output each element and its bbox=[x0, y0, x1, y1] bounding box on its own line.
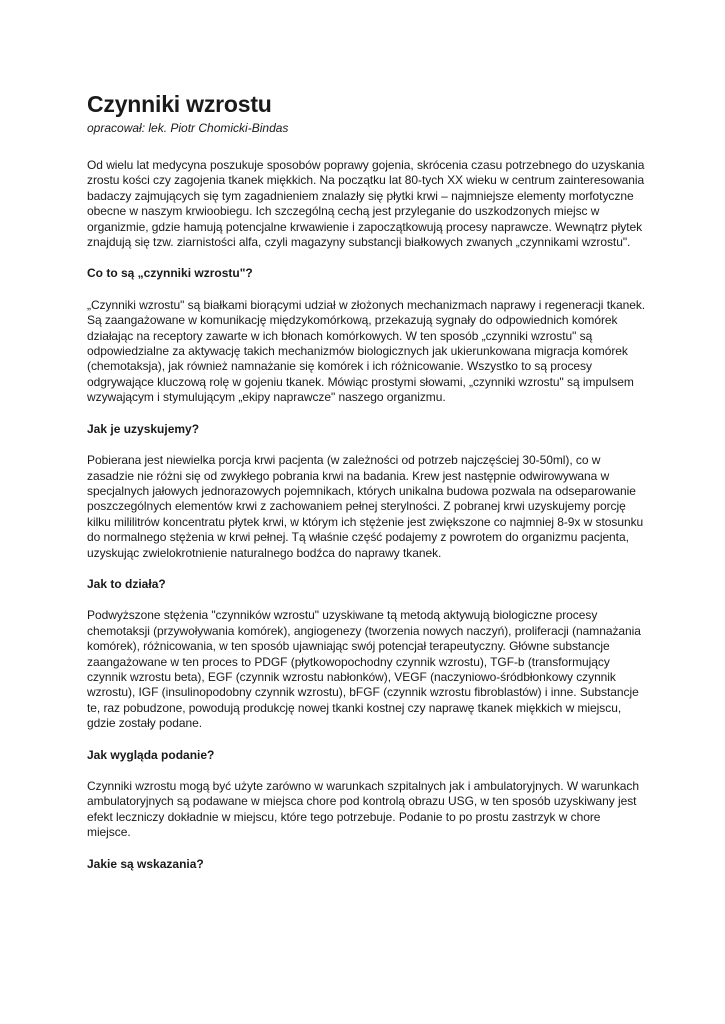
section-heading-indications: Jakie są wskazania? bbox=[87, 856, 204, 871]
section-heading-administration: Jak wygląda podanie? bbox=[87, 747, 215, 762]
section-heading-what-are: Co to są „czynniki wzrostu"? bbox=[87, 266, 253, 281]
document-page bbox=[87, 88, 647, 888]
section-heading-how-it-works: Jak to działa? bbox=[87, 576, 166, 591]
page-title: Czynniki wzrostu bbox=[87, 91, 272, 117]
section-paragraph-how-it-works: Podwyższone stężenia "czynników wzrostu" uzyskiwane tą metodą aktywują biologiczne procesy chemotaksji (przywoływania komórek), angiogenezy (tworzenia nowych naczyń), proliferacji (namnażania komórek), różnicowania, w ten sposób ujawniając swój potencjał terapeutyczny. Główne substancje zaangażowane w ten proces to PDGF (płytkowopochodny czynnik wzrostu), TGF-b (transformujący czynnik wzrostu beta), EGF (czynnik wzrostu nabłonków), VEGF (naczyniowo-śródbłonkowy czynnik wzrostu), IGF (insulinopodobny czynnik wzrostu), bFGF (czynnik wzrostu fibroblastów) i inne. Substancje te, raz pobudzone, powodują produkcję nowej tkanki kostnej czy naprawę tkanek miękkich w miejscu, gdzie zostały podane. bbox=[87, 608, 641, 731]
section-paragraph-how-obtained: Pobierana jest niewielka porcja krwi pacjenta (w zależności od potrzeb najczęściej 30-50ml), co w zasadzie nie różni się od zwykłego pobrania krwi na badania. Krew jest następnie odwirowywana w specjalnych jałowych jednorazowych pojemnikach, których unikalna budowa pozwala na odseparowanie poszczególnych elementów krwi z zachowaniem pełnej sterylności. Z pobranej krwi uzyskujemy porcję kilku mililitrów koncentratu płytek krwi, w którym ich stężenie jest zwiększone co najmniej 8-9x w stosunku do normalnego stężenia w krwi pełnej. Tą właśnie część podajemy z powrotem do organizmu pacjenta, uzyskując zwielokrotnienie naturalnego bodźca do naprawy tkanek. bbox=[87, 453, 644, 560]
section-paragraph-administration: Czynniki wzrostu mogą być użyte zarówno w warunkach szpitalnych jak i ambulatoryjnych. W warunkach ambulatoryjnych są podawane w miejsca chore pod kontrolą obrazu USG, w ten sposób uzyskiwany jest efekt leczniczy dokładnie w miejscu, które tego potrzebuje. Podanie to po prostu zastrzyk w chore miejsce. bbox=[87, 779, 639, 840]
author-line: opracował: lek. Piotr Chomicki-Bindas bbox=[87, 121, 289, 135]
section-paragraph-what-are: „Czynniki wzrostu" są białkami biorącymi udział w złożonych mechanizmach naprawy i regeneracji tkanek. Są zaangażowane w komunikację międzykomórkową, przekazują sygnały do odpowiednich komórek działając na receptory zawarte w ich błonach komórkowych. W ten sposób „czynniki wzrostu" są odpowiedzialne za aktywację takich mechanizmów biologicznych jak ukierunkowana migracja komórek (chemotaksja), jak również namnażanie się komórek i ich różnicowanie. Wszystko to są procesy odgrywające kluczową rolę w gojeniu tkanek. Mówiąc prostymi słowami, „czynniki wzrostu" są impulsem wzywającym i stymulującym „ekipy naprawcze" naszego organizmu. bbox=[87, 297, 646, 405]
intro-paragraph: Od wielu lat medycyna poszukuje sposobów poprawy gojenia, skrócenia czasu potrzebnego do uzyskania zrostu kości czy zagojenia tkanek miękkich. Na początku lat 80-tych XX wieku w centrum zainteresowania badaczy zajmujących się tym zagadnieniem znalazły się płytki krwi – najmniejsze elementy morfotyczne obecne w naszym krwioobiegu. Ich szczególną cechą jest przyleganie do uszkodzonych miejsc w organizmie, gdzie hamują potencjalne krwawienie i zapoczątkowują procesy naprawcze. Wewnątrz płytek znajdują się tzw. ziarnistości alfa, czyli magazyny substancji białkowych zwanych „czynnikami wzrostu". bbox=[87, 158, 645, 250]
section-heading-how-obtained: Jak je uzyskujemy? bbox=[87, 421, 200, 436]
